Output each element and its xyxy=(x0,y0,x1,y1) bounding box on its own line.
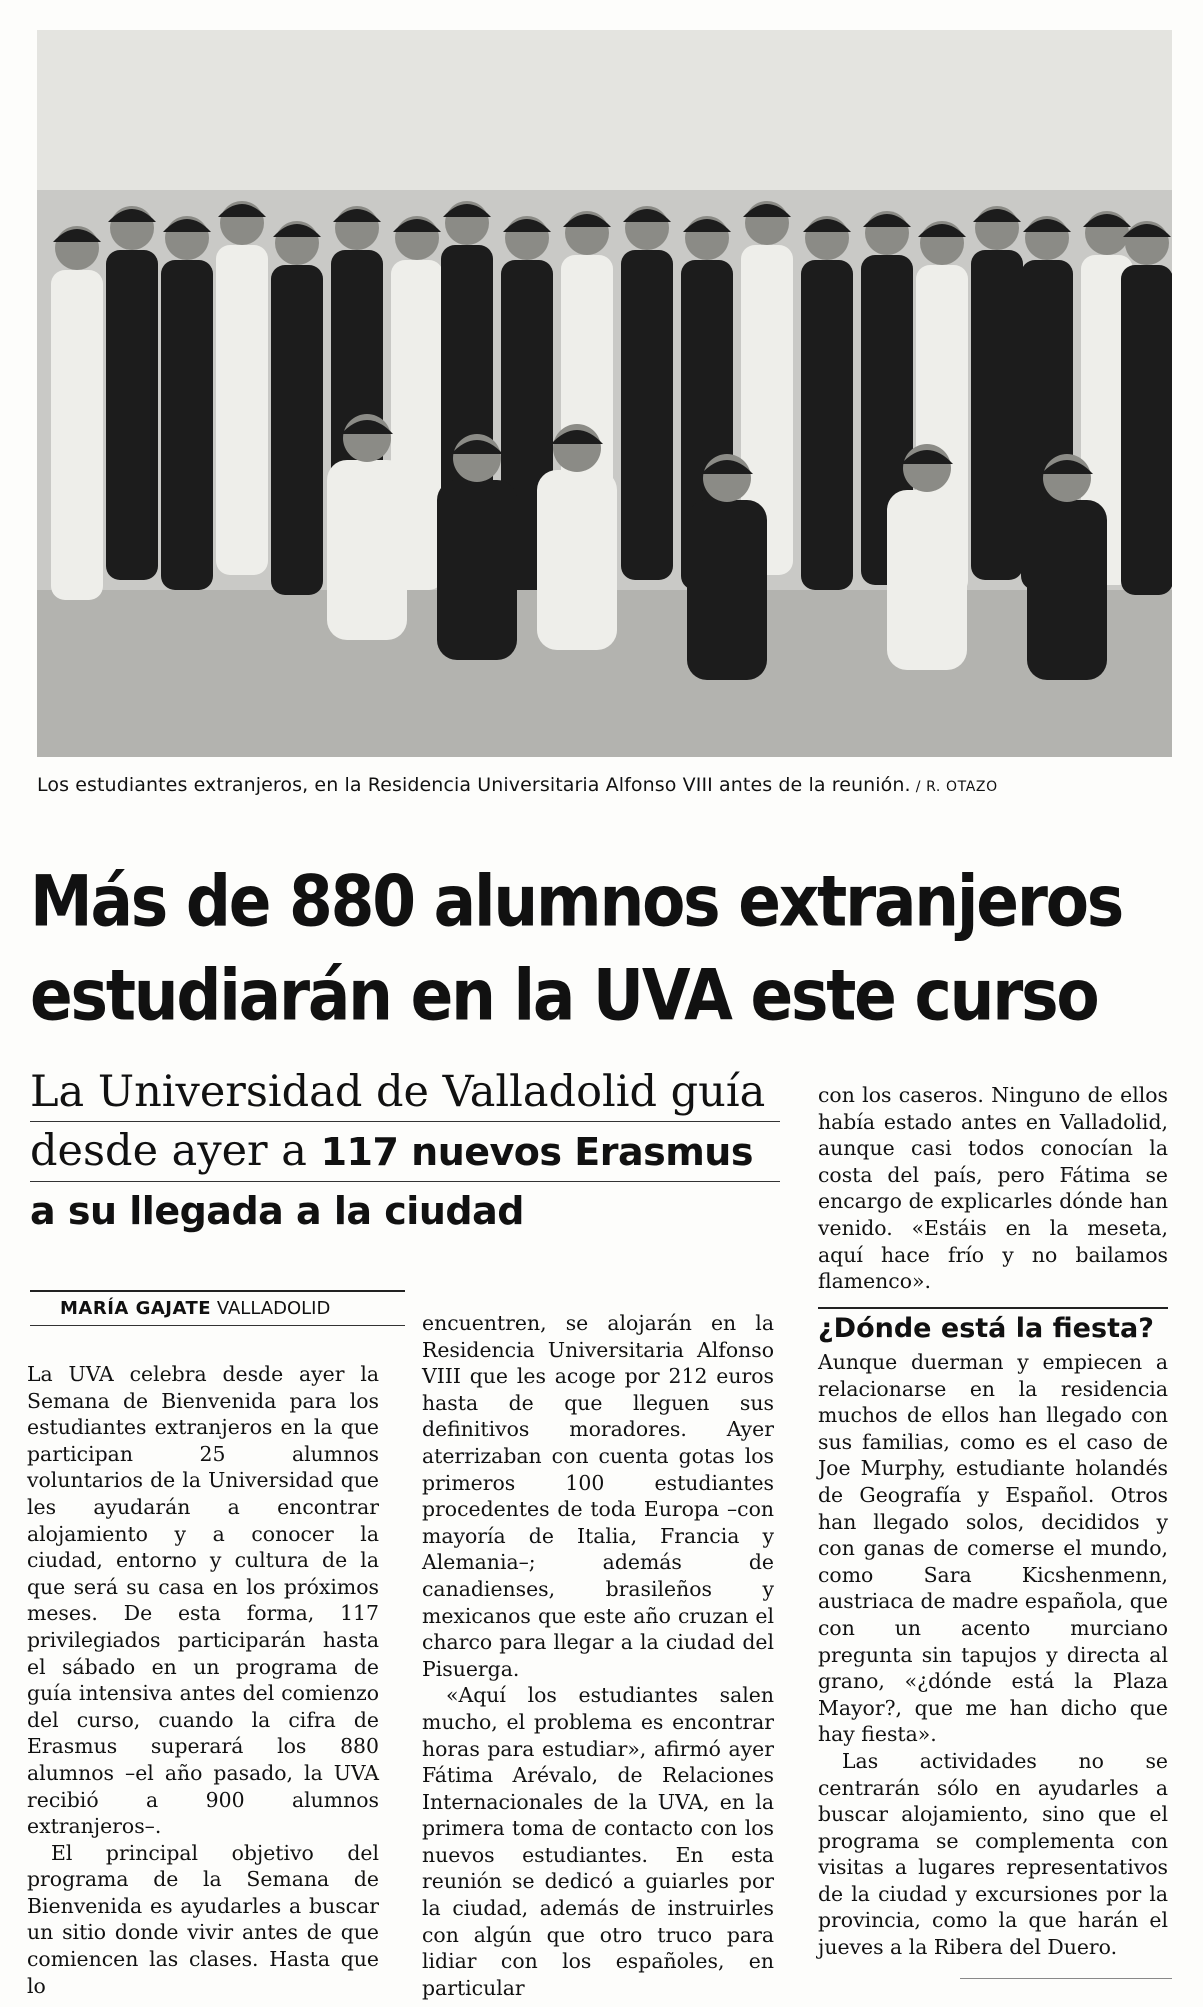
col3-paragraph-2: Las actividades no se centrarán sólo en ayudarles a buscar alojamiento, sino que el programa se complementa con visitas a lugares representativos de la ciudad y excursiones por la provincia, como la que harán el jueves a la Ribera del Duero. xyxy=(818,1748,1168,1960)
author-name: MARÍA GAJATE xyxy=(60,1298,212,1319)
subhead-line-2-bold: 117 nuevos Erasmus xyxy=(320,1130,753,1174)
photo-credit: / R. OTAZO xyxy=(910,779,998,795)
subhead-line-2-serif: desde ayer a xyxy=(30,1126,321,1176)
standing-person xyxy=(801,260,853,590)
kneeling-person xyxy=(537,470,617,650)
window-light xyxy=(37,30,1172,190)
section-title: ¿Dónde está la fiesta? xyxy=(818,1307,1168,1344)
students-photo-illustration xyxy=(37,30,1172,757)
dateline: VALLADOLID xyxy=(211,1298,331,1319)
byline xyxy=(30,1290,405,1326)
article-column-1 xyxy=(27,1361,379,1999)
subhead-line-2 xyxy=(30,1122,780,1182)
col2-paragraph-1: encuentren, se alojarán en la Residencia Universitaria Alfonso VIII que les acoge por 212 euros hasta de que lleguen sus definitivos moradores. Ayer aterrizaban con cuenta gotas los primeros 100 estudiantes procedentes de toda Europa –con mayoría de Italia, Francia y Alemania–; además de canadienses, brasileños y mexicanos que este año cruzan el charco para llegar a la ciudad del Pisuerga. xyxy=(422,1311,774,1681)
photo-caption xyxy=(37,774,1172,796)
headline-line-2: estudiarán en la UVA este curso xyxy=(30,954,1098,1037)
kneeling-person xyxy=(437,480,517,660)
bottom-rule xyxy=(960,1978,1172,1979)
col3-paragraph-1: Aunque duerman y empiecen a relacionarse en la residencia muchos de ellos han llegado con sus familias, como es el caso de Joe Murphy, estudiante holandés de Geografía y Español. Otros han llegado solos, decididos y con ganas de comerse el mundo, como Sara Kicshenmenn, austriaca de madre española, que con un acento murciano pregunta sin tapujos y directa al grano, «¿dónde está la Plaza Mayor?, que me han dicho que hay fiesta». xyxy=(818,1350,1168,1747)
article-column-3-bottom xyxy=(818,1349,1168,1961)
standing-person xyxy=(1121,265,1172,595)
article-column-2 xyxy=(422,1310,774,2001)
standing-person xyxy=(106,250,158,580)
subhead-line-3: a su llegada a la ciudad xyxy=(30,1189,524,1233)
subhead-line-1: La Universidad de Valladolid guía xyxy=(30,1063,780,1122)
col1-paragraph-1: La UVA celebra desde ayer la Semana de Bienvenida para los estudiantes extranjeros en la que participan 25 alumnos voluntarios de la Universidad que les ayudarán a encontrar alojamiento y a conocer la ciudad, entorno y cultura de la que será su casa en los próximos meses. De esta forma, 117 privilegiados participarán hasta el sábado en un programa de guía intensiva antes del comienzo del curso, cuando la cifra de Erasmus superará los 880 alumnos –el año pasado, la UVA recibió a 900 alumnos extranjeros–. xyxy=(27,1362,379,1839)
headline-line-1: Más de 880 alumnos extranjeros xyxy=(30,860,1123,943)
headline xyxy=(30,855,1180,1043)
subheadline xyxy=(30,1063,780,1240)
standing-person xyxy=(216,245,268,575)
standing-person xyxy=(271,265,323,595)
kneeling-person xyxy=(887,490,967,670)
col1-paragraph-2: El principal objetivo del programa de la Semana de Bienvenida es ayudarles a buscar un sitio donde vivir antes de que comiencen las clases. Hasta que lo xyxy=(27,1840,379,1998)
standing-person xyxy=(161,260,213,590)
group-photo xyxy=(37,30,1172,757)
article-column-3-top: con los caseros. Ninguno de ellos había estado antes en Valladolid, aunque casi todos conocían la costa del país, pero Fátima se encargo de explicarles dónde han venido. «Estáis en la meseta, aquí hace frío y no bailamos flamenco». xyxy=(818,1083,1168,1294)
kneeling-person xyxy=(327,460,407,640)
kneeling-person xyxy=(687,500,767,680)
kneeling-person xyxy=(1027,500,1107,680)
caption-text: Los estudiantes extranjeros, en la Residencia Universitaria Alfonso VIII antes de la reunión. xyxy=(37,774,911,796)
standing-person xyxy=(621,250,673,580)
col2-paragraph-2: «Aquí los estudiantes salen mucho, el problema es encontrar horas para estudiar», afirmó ayer Fátima Arévalo, de Relaciones Internacionales de la UVA, en la primera toma de contacto con los nuevos estudiantes. En esta reunión se dedicó a guiarles por la ciudad, además de instruirles con algún que otro truco para lidiar con los españoles, en particular xyxy=(422,1683,774,2000)
standing-person xyxy=(51,270,103,600)
standing-person xyxy=(971,250,1023,580)
